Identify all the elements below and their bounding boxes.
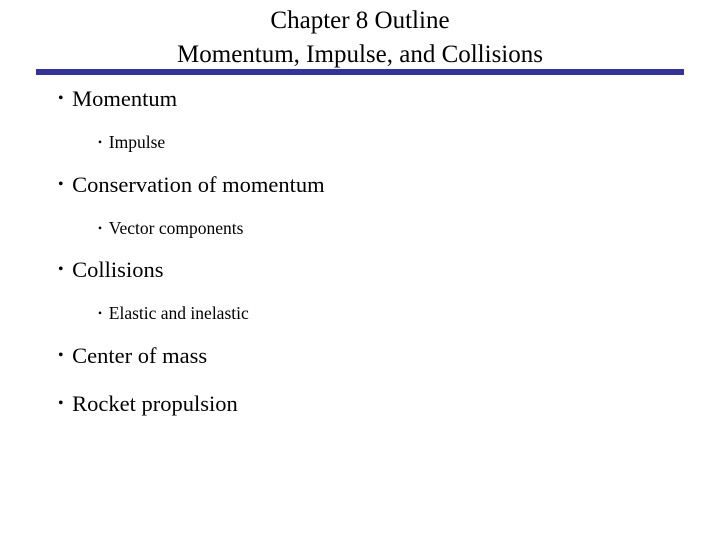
bullet-icon: • [58,395,64,413]
slide-title [0,4,720,72]
outline-item-label: Momentum [72,86,178,111]
bullet-icon: • [58,261,64,279]
outline-item-collisions [58,257,163,283]
outline-item-label: Center of mass [72,343,208,368]
outline-item-label: Vector components [108,218,244,238]
bullet-icon: • [58,90,64,108]
bullet-icon: • [98,136,102,149]
outline-item-label: Elastic and inelastic [108,303,249,323]
outline-item-label: Conservation of momentum [72,172,325,197]
outline-item-label: Rocket propulsion [72,391,238,416]
title-line-1: Chapter 8 Outline [270,7,450,34]
outline-subitem-elastic-and-inelastic [98,303,249,324]
outline-item-conservation-of-momentum [58,172,325,198]
outline-item-center-of-mass [58,343,207,369]
outline-item-momentum [58,86,177,112]
bullet-icon: • [98,307,102,320]
outline-item-rocket-propulsion [58,391,238,417]
outline-item-label: Collisions [72,257,164,282]
outline-subitem-impulse [98,132,165,153]
bullet-icon: • [98,222,102,235]
bullet-icon: • [58,176,64,194]
bullet-icon: • [58,347,64,365]
outline-subitem-vector-components [98,218,243,239]
title-underline-rule [36,69,684,75]
title-line-2: Momentum, Impulse, and Collisions [177,41,543,68]
outline-item-label: Impulse [108,132,166,152]
